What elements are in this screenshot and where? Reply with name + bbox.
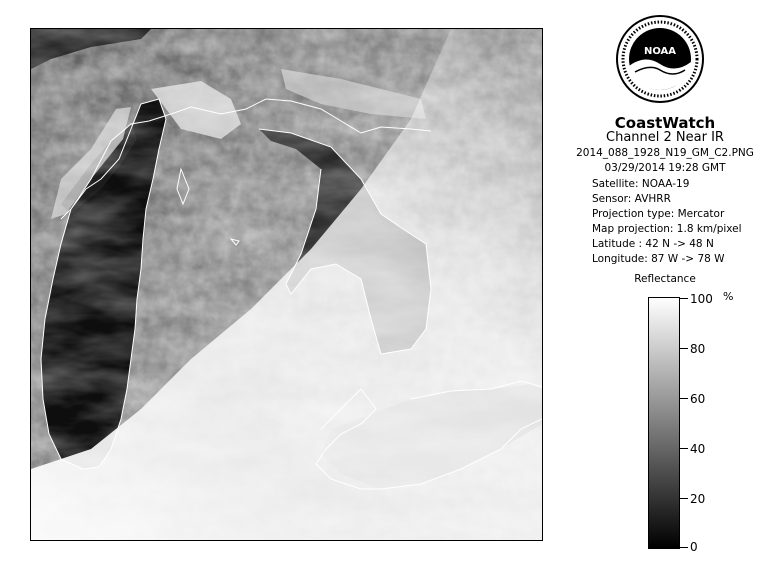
- legend-tick-label: 0: [690, 540, 698, 554]
- projection-type-label: Projection type: Mercator: [592, 208, 725, 220]
- noaa-logo-icon: [615, 14, 705, 104]
- legend-tick: [680, 348, 688, 349]
- datetime-label: 03/29/2014 19:28 GMT: [604, 162, 726, 174]
- logo-text: NOAA: [643, 46, 677, 57]
- legend-tick-label: 80: [690, 342, 706, 356]
- satellite-label: Satellite: NOAA-19: [592, 178, 690, 190]
- legend-tick: [680, 547, 688, 548]
- legend-tick: [680, 448, 688, 449]
- latitude-label: Latitude : 42 N -> 48 N: [592, 238, 714, 250]
- legend-tick-label: 20: [690, 492, 706, 506]
- legend-tick-label: 40: [690, 442, 706, 456]
- noaa-logo: [615, 14, 705, 104]
- reflectance-colorbar: [648, 297, 680, 549]
- map-image: [31, 29, 542, 540]
- legend-tick-label: 100: [690, 292, 713, 306]
- filename-label: 2014_088_1928_N19_GM_C2.PNG: [576, 147, 754, 159]
- legend-tick: [680, 298, 688, 299]
- legend-tick: [680, 398, 688, 399]
- sensor-label: Sensor: AVHRR: [592, 193, 671, 205]
- legend-tick: [680, 498, 688, 499]
- legend-title: Reflectance: [634, 273, 696, 285]
- longitude-label: Longitude: 87 W -> 78 W: [592, 253, 725, 265]
- legend-tick-label: 60: [690, 392, 706, 406]
- map-projection-label: Map projection: 1.8 km/pixel: [592, 223, 742, 235]
- satellite-map[interactable]: [30, 28, 543, 541]
- legend-unit: %: [723, 290, 734, 303]
- product-title: CoastWatch: [614, 114, 716, 132]
- channel-subtitle: Channel 2 Near IR: [606, 130, 724, 145]
